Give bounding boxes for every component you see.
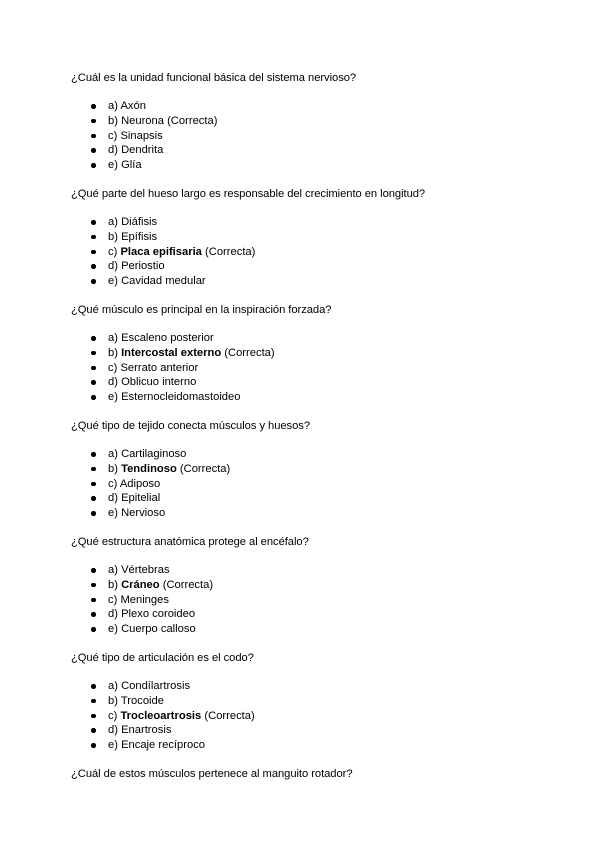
bullet-icon <box>91 351 96 356</box>
question-text: ¿Qué tipo de articulación es el codo? <box>71 651 254 664</box>
bullet-icon <box>91 250 96 255</box>
answer-options-list <box>71 563 541 637</box>
option-text: Vértebras <box>121 563 170 576</box>
answer-option <box>71 274 541 289</box>
bullet-icon <box>91 395 96 400</box>
option-text: (Correcta) <box>176 462 231 475</box>
option-letter: e) <box>108 275 122 288</box>
bullet-icon <box>91 220 96 225</box>
answer-options-list <box>71 331 541 405</box>
option-letter: d) <box>108 376 122 389</box>
option-letter: b) <box>108 346 122 359</box>
bullet-icon <box>91 684 96 689</box>
option-text: Serrato anterior <box>120 361 199 374</box>
bullet-icon <box>91 452 96 457</box>
option-text: Cuerpo calloso <box>121 623 196 636</box>
answer-option <box>71 375 541 390</box>
option-letter: e) <box>108 739 122 752</box>
bullet-icon <box>91 380 96 385</box>
option-letter: c) <box>108 245 121 258</box>
answer-option <box>71 346 541 361</box>
bullet-icon <box>91 279 96 284</box>
option-text: (Correcta) <box>159 578 214 591</box>
answer-option <box>71 114 541 129</box>
option-text: Glía <box>121 159 142 172</box>
option-text: Epífisis <box>121 230 158 243</box>
bullet-icon <box>91 714 96 719</box>
question-text: ¿Qué músculo es principal en la inspiración forzada? <box>71 303 332 316</box>
answer-option <box>71 259 541 274</box>
answer-option <box>71 477 541 492</box>
option-text: Epitelial <box>121 492 161 505</box>
correct-answer-text: Placa epifisaria <box>120 245 202 258</box>
correct-answer-text: Cráneo <box>121 578 160 591</box>
question-text: ¿Qué parte del hueso largo es responsable del crecimiento en longitud? <box>71 187 426 200</box>
option-text: (Correcta) <box>201 709 255 722</box>
option-letter: a) <box>108 679 122 692</box>
answer-option <box>71 230 541 245</box>
bullet-icon <box>91 366 96 371</box>
option-text: Sinapsis <box>120 129 163 142</box>
option-letter: e) <box>108 159 122 172</box>
answer-options-list <box>71 679 541 753</box>
answer-option <box>71 506 541 521</box>
bullet-icon <box>91 336 96 341</box>
bullet-icon <box>91 104 96 109</box>
option-letter: d) <box>108 724 122 737</box>
option-text: Adiposo <box>119 477 161 490</box>
option-text: Plexo coroideo <box>121 608 196 621</box>
option-text: Cartilaginoso <box>121 447 187 460</box>
answer-option <box>71 462 541 477</box>
answer-option <box>71 578 541 593</box>
option-letter: e) <box>108 623 122 636</box>
option-text: Escaleno posterior <box>121 331 214 344</box>
option-letter: c) <box>108 709 121 722</box>
bullet-icon <box>91 568 96 573</box>
answer-option <box>71 447 541 462</box>
bullet-icon <box>91 119 96 124</box>
quiz-content <box>71 71 541 795</box>
bullet-icon <box>91 235 96 240</box>
answer-option <box>71 245 541 260</box>
answer-options-list <box>71 215 541 289</box>
option-text: Trocoide <box>120 694 164 707</box>
answer-option <box>71 679 541 694</box>
option-text: Nervioso <box>121 507 166 520</box>
option-letter: d) <box>108 608 122 621</box>
option-letter: c) <box>108 593 121 606</box>
answer-option <box>71 491 541 506</box>
option-text: (Correcta) <box>221 346 275 359</box>
option-letter: a) <box>108 331 122 344</box>
question-text: ¿Cuál es la unidad funcional básica del sistema nervioso? <box>71 72 357 84</box>
option-text: Cavidad medular <box>121 275 206 288</box>
option-text: Neurona (Correcta) <box>121 114 218 127</box>
answer-option <box>71 331 541 346</box>
answer-option <box>71 158 541 173</box>
answer-option <box>71 723 541 738</box>
bullet-icon <box>91 583 96 588</box>
option-text: Enartrosis <box>121 724 172 737</box>
answer-option <box>71 622 541 637</box>
option-text: Oblicuo interno <box>121 376 197 389</box>
bullet-icon <box>91 627 96 632</box>
option-letter: b) <box>108 462 122 475</box>
bullet-icon <box>91 743 96 748</box>
option-letter: b) <box>108 578 122 591</box>
question-text: ¿Qué estructura anatómica protege al encéfalo? <box>71 535 309 548</box>
option-text: Encaje recíproco <box>121 739 206 752</box>
option-letter: d) <box>108 260 122 273</box>
answer-option <box>71 593 541 608</box>
bullet-icon <box>91 264 96 269</box>
question-text: ¿Cuál de estos músculos pertenece al manguito rotador? <box>71 767 353 780</box>
correct-answer-text: Trocleoartrosis <box>120 709 202 722</box>
answer-option <box>71 143 541 158</box>
option-letter: d) <box>108 144 122 157</box>
answer-option <box>71 709 541 724</box>
option-text: Axón <box>120 100 146 112</box>
option-letter: c) <box>108 477 120 490</box>
answer-option <box>71 390 541 405</box>
answer-option <box>71 563 541 578</box>
bullet-icon <box>91 134 96 139</box>
option-letter: c) <box>108 361 121 374</box>
option-letter: b) <box>108 694 121 707</box>
bullet-icon <box>91 728 96 733</box>
bullet-icon <box>91 163 96 168</box>
bullet-icon <box>91 612 96 617</box>
option-letter: a) <box>108 100 121 112</box>
correct-answer-text: Tendinoso <box>121 462 177 475</box>
option-letter: b) <box>108 230 122 243</box>
answer-options-list <box>71 99 541 173</box>
answer-option <box>71 738 541 753</box>
bullet-icon <box>91 148 96 153</box>
bullet-icon <box>91 467 96 472</box>
bullet-icon <box>91 511 96 516</box>
option-text: (Correcta) <box>201 245 256 258</box>
answer-option <box>71 129 541 144</box>
answer-option <box>71 694 541 709</box>
option-letter: d) <box>108 492 122 505</box>
bullet-icon <box>91 496 96 501</box>
answer-option <box>71 361 541 376</box>
option-letter: e) <box>108 507 122 520</box>
option-letter: a) <box>108 215 122 228</box>
option-letter: e) <box>108 391 122 404</box>
option-letter: a) <box>108 563 122 576</box>
option-text: Diáfisis <box>121 215 158 228</box>
option-text: Esternocleidomastoideo <box>121 391 241 404</box>
option-text: Condílartrosis <box>121 679 191 692</box>
bullet-icon <box>91 598 96 603</box>
answer-options-list <box>71 447 541 521</box>
answer-option <box>71 215 541 230</box>
option-text: Periostio <box>121 260 165 273</box>
bullet-icon <box>91 482 96 487</box>
bullet-icon <box>91 699 96 704</box>
question-text: ¿Qué tipo de tejido conecta músculos y huesos? <box>71 419 310 432</box>
option-letter: a) <box>108 447 122 460</box>
correct-answer-text: Intercostal externo <box>121 346 222 359</box>
option-letter: c) <box>108 129 121 142</box>
option-text: Meninges <box>120 593 169 606</box>
answer-option <box>71 99 541 114</box>
answer-option <box>71 607 541 622</box>
option-text: Dendrita <box>121 144 164 157</box>
option-letter: b) <box>108 114 122 127</box>
